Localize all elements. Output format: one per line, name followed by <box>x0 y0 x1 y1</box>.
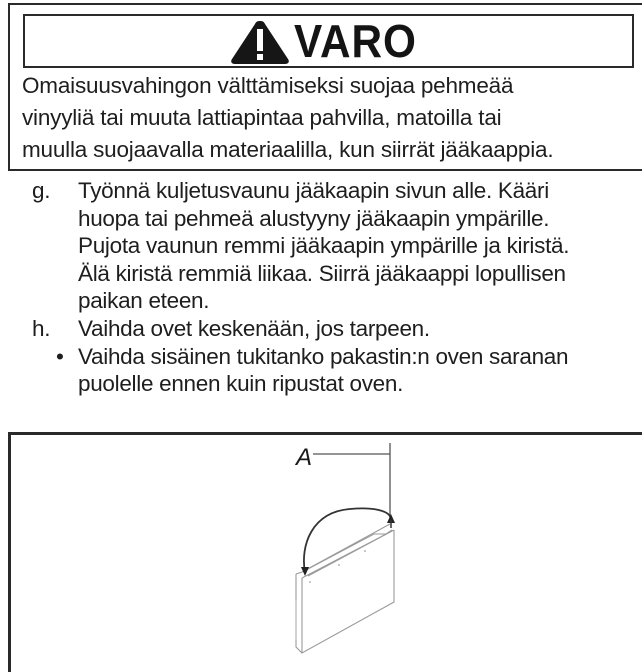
caution-text-line: muulla suojaavalla materiaalilla, kun siirrät jääkaappia. <box>22 137 554 162</box>
step-text-line: paikan eteen. <box>78 288 210 314</box>
step-h-bullet <box>0 343 642 398</box>
caution-text-line: vinyyliä tai muuta lattiapintaa pahvilla, matoilla tai <box>22 105 502 130</box>
step-g <box>0 177 642 315</box>
callout-label-a: A <box>296 444 313 471</box>
step-h <box>0 315 642 343</box>
bullet-text-line: puolelle ennen kuin ripustat oven. <box>78 371 404 397</box>
step-marker: h. <box>32 315 51 341</box>
step-text-line: Vaihda ovet keskenään, jos tarpeen. <box>78 315 430 341</box>
step-marker: g. <box>32 178 51 203</box>
caution-title: VARO <box>293 15 417 67</box>
step-text-line: huopa tai pehmeä alustyyny jääkaapin ympärille. <box>78 205 550 231</box>
step-text-line: Pujota vaunun remmi jääkaapin ympärille ja kiristä. <box>78 233 570 259</box>
warning-triangle-icon <box>230 19 290 65</box>
bullet-icon: • <box>56 343 64 369</box>
step-text-line: Työnnä kuljetusvaunu jääkaapin sivun alle. Kääri <box>78 178 549 203</box>
caution-text-line: Omaisuusvahingon välttämiseksi suojaa pehmeää <box>22 73 514 98</box>
caution-text <box>22 70 642 166</box>
step-text-line: Älä kiristä remmiä liikaa. Siirrä jääkaappi lopullisen <box>78 260 566 286</box>
bullet-text-line: Vaihda sisäinen tukitanko pakastin:n oven saranan <box>78 343 569 369</box>
instruction-steps <box>0 177 642 398</box>
figure-frame <box>8 432 642 672</box>
caution-header <box>23 14 634 68</box>
